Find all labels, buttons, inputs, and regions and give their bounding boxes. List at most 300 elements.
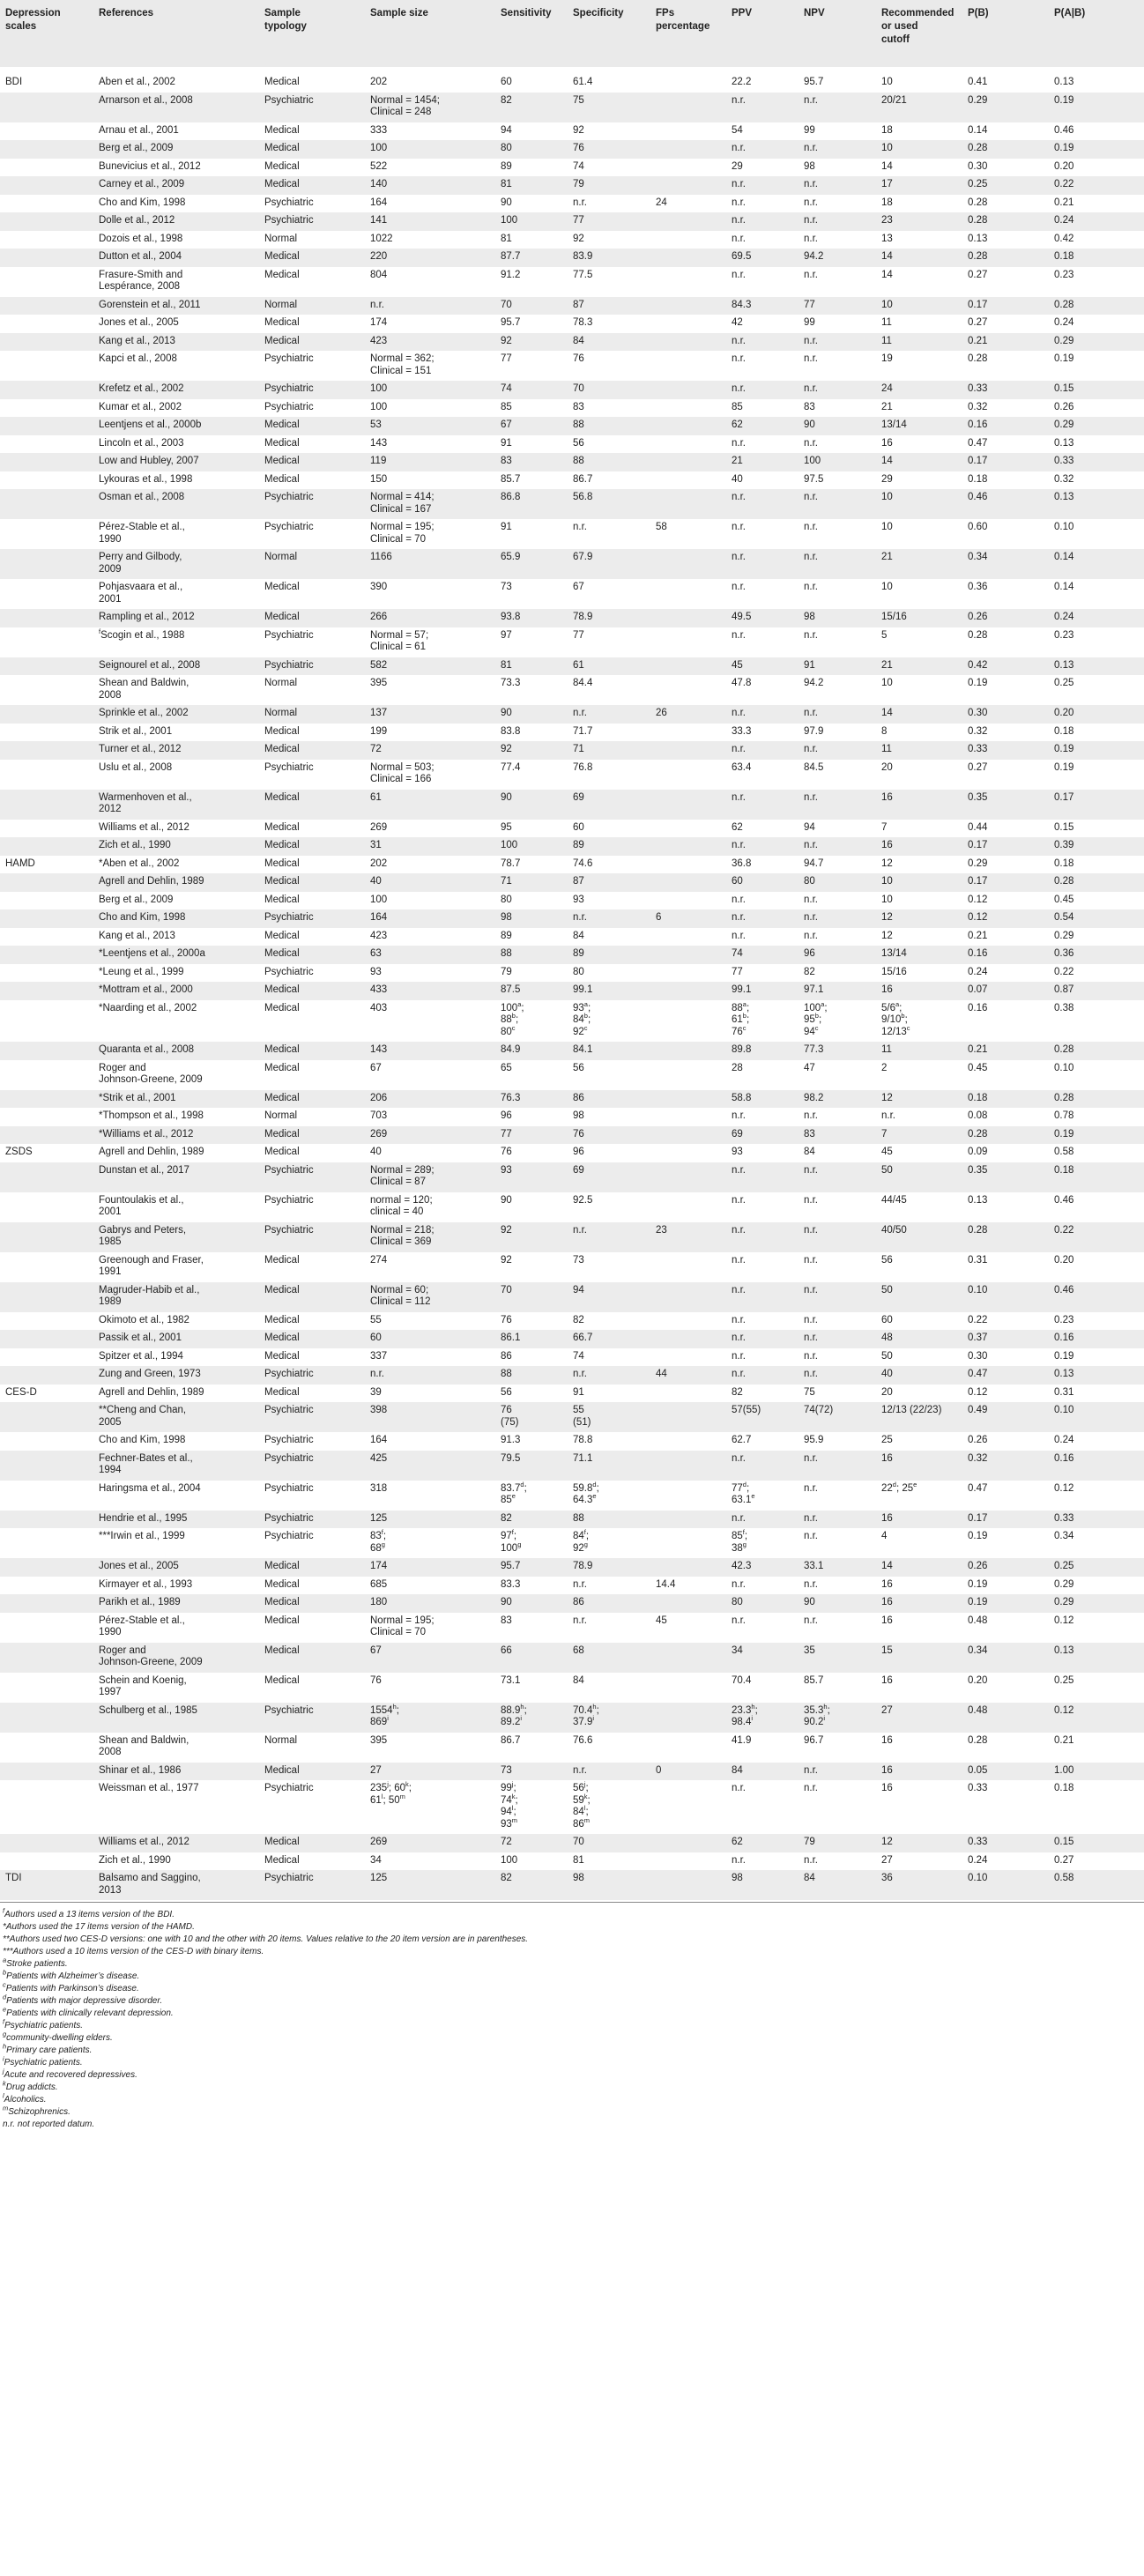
cell-reference: Pérez-Stable et al., 1990 bbox=[99, 1615, 185, 1637]
cell-specificity: 74 bbox=[573, 160, 584, 172]
cell-p-a-given-b: 0.39 bbox=[1054, 840, 1074, 850]
cell-p-a-given-b: 0.16 bbox=[1054, 1452, 1074, 1464]
cell-npv: 94.2 bbox=[804, 251, 824, 262]
cell-sample-typology: Psychiatric bbox=[264, 353, 314, 364]
cell-reference: Arnau et al., 2001 bbox=[99, 124, 179, 136]
cell-sensitivity: 89 bbox=[501, 160, 512, 172]
cell-specificity: 98 bbox=[573, 1110, 584, 1121]
cell-p-b: 0.17 bbox=[968, 840, 988, 850]
cell-p-b: 0.37 bbox=[968, 1333, 988, 1343]
cell-cutoff: 15/16 bbox=[881, 612, 907, 622]
cell-sample-size: 269 bbox=[370, 1837, 388, 1847]
cell-cutoff: 20/21 bbox=[881, 94, 907, 106]
cell-sensitivity: 77 bbox=[501, 1128, 512, 1140]
cell-specificity: 92 bbox=[573, 233, 584, 244]
cell-specificity: 75 bbox=[573, 94, 584, 106]
cell-specificity: 87 bbox=[573, 299, 584, 310]
cell-specificity: 78.9 bbox=[573, 1561, 593, 1571]
cell-p-a-given-b: 0.42 bbox=[1054, 233, 1074, 244]
cell-sample-typology: Medical bbox=[264, 1674, 300, 1686]
table-row bbox=[0, 1481, 1144, 1511]
cell-p-a-given-b: 0.46 bbox=[1054, 1194, 1074, 1206]
cell-cutoff: 27 bbox=[881, 1854, 893, 1866]
cell-cutoff: 12 bbox=[881, 857, 893, 869]
cell-sample-typology: Medical bbox=[264, 456, 300, 466]
cell-npv: 33.1 bbox=[804, 1561, 824, 1571]
cell-p-a-given-b: 0.29 bbox=[1054, 419, 1074, 430]
cell-cutoff: 36 bbox=[881, 1873, 893, 1883]
cell-ppv: 57(55) bbox=[732, 1405, 761, 1415]
cell-reference: Zung and Green, 1973 bbox=[99, 1369, 201, 1379]
cell-p-b: 0.17 bbox=[968, 456, 988, 466]
cell-sample-size: 202 bbox=[370, 857, 388, 869]
cell-sample-size: 34 bbox=[370, 1854, 382, 1866]
cell-ppv: n.r. bbox=[732, 629, 746, 641]
cell-npv: 83 bbox=[804, 401, 815, 412]
cell-sample-size: 119 bbox=[370, 456, 387, 466]
cell-ppv: 62 bbox=[732, 419, 743, 430]
cell-ppv: 28 bbox=[732, 1062, 743, 1073]
cell-sensitivity: 87.5 bbox=[501, 984, 521, 995]
cell-npv: 83 bbox=[804, 1128, 815, 1140]
cell-sample-typology: Psychiatric bbox=[264, 1482, 314, 1494]
table-row bbox=[0, 1000, 1144, 1043]
cell-sensitivity: 95 bbox=[501, 821, 512, 833]
cell-cutoff: 5/6$^a$; 9/10$^b$; 12/13$^c$ bbox=[881, 999, 910, 1037]
cell-p-b: 0.19 bbox=[968, 678, 988, 688]
cell-npv: 98 bbox=[804, 612, 815, 622]
cell-sensitivity: 70 bbox=[501, 299, 512, 310]
cell-npv: 99 bbox=[804, 124, 815, 136]
cell-reference: Leentjens et al., 2000b bbox=[99, 419, 202, 430]
cell-sample-typology: Normal bbox=[264, 1734, 298, 1746]
cell-sample-typology: Medical bbox=[264, 77, 300, 87]
cell-p-a-given-b: 0.10 bbox=[1054, 522, 1074, 532]
table-row bbox=[0, 837, 1144, 856]
cell-cutoff: 10 bbox=[881, 299, 893, 310]
cell-reference: Magruder-Habib et al., 1989 bbox=[99, 1284, 200, 1307]
cell-ppv: 60 bbox=[732, 876, 743, 887]
cell-specificity: n.r. bbox=[573, 1578, 587, 1590]
cell-ppv: 70.4 bbox=[732, 1674, 752, 1686]
cell-specificity: 93 bbox=[573, 894, 584, 905]
cell-sensitivity: 100 bbox=[501, 1854, 518, 1866]
cell-sensitivity: 100 bbox=[501, 215, 518, 226]
cell-sensitivity: 80 bbox=[501, 143, 512, 153]
cell-p-b: 0.32 bbox=[968, 401, 988, 412]
cell-reference: Fechner-Bates et al., 1994 bbox=[99, 1452, 193, 1475]
cell-npv: n.r. bbox=[804, 791, 818, 803]
header-sample-size: Sample size bbox=[370, 8, 428, 19]
cell-sample-size: 76 bbox=[370, 1674, 382, 1686]
cell-reference: Schulberg et al., 1985 bbox=[99, 1704, 197, 1716]
cell-npv: n.r. bbox=[804, 233, 818, 244]
cell-ppv: 29 bbox=[732, 160, 743, 172]
cell-specificity: 92 bbox=[573, 124, 584, 136]
cell-p-a-given-b: 0.28 bbox=[1054, 299, 1074, 310]
cell-reference: *Mottram et al., 2000 bbox=[99, 984, 193, 995]
cell-reference: Kumar et al., 2002 bbox=[99, 401, 182, 412]
table-row bbox=[0, 1192, 1144, 1222]
cell-specificity: 77 bbox=[573, 629, 584, 641]
cell-cutoff: 8 bbox=[881, 725, 888, 737]
cell-p-b: 0.35 bbox=[968, 1164, 988, 1176]
cell-cutoff: 16 bbox=[881, 1578, 893, 1590]
cell-cutoff: 44/45 bbox=[881, 1194, 907, 1206]
cell-p-b: 0.08 bbox=[968, 1110, 988, 1121]
cell-specificity: 71.1 bbox=[573, 1452, 593, 1464]
cell-cutoff: 16 bbox=[881, 1597, 893, 1607]
cell-reference: Perry and Gilbody, 2009 bbox=[99, 552, 182, 575]
cell-sample-size: 703 bbox=[370, 1110, 388, 1121]
cell-p-a-given-b: 0.29 bbox=[1054, 335, 1074, 346]
cell-p-a-given-b: 0.14 bbox=[1054, 582, 1074, 592]
cell-reference: Roger and Johnson-Greene, 2009 bbox=[99, 1644, 203, 1667]
cell-npv: 85.7 bbox=[804, 1674, 824, 1686]
cell-cutoff: 23 bbox=[881, 215, 893, 226]
cell-reference: Pérez-Stable et al., 1990 bbox=[99, 522, 185, 545]
cell-npv: 84 bbox=[804, 1873, 815, 1883]
cell-depression-scale: ZSDS bbox=[5, 1147, 33, 1157]
table-row bbox=[0, 820, 1144, 838]
table-row bbox=[0, 1042, 1144, 1060]
cell-sensitivity: 83 bbox=[501, 1615, 512, 1626]
cell-p-b: 0.33 bbox=[968, 1783, 988, 1793]
cell-specificity: 89 bbox=[573, 948, 584, 959]
table-row bbox=[0, 873, 1144, 892]
cell-cutoff: 50 bbox=[881, 1284, 893, 1295]
cell-p-b: 0.12 bbox=[968, 894, 988, 905]
cell-p-b: 0.30 bbox=[968, 160, 988, 172]
cell-npv: 97.1 bbox=[804, 984, 824, 995]
cell-sample-size: 1166 bbox=[370, 552, 392, 562]
cell-sample-size: 93 bbox=[370, 966, 382, 977]
cell-reference: Osman et al., 2008 bbox=[99, 492, 185, 502]
cell-sensitivity: 87.7 bbox=[501, 251, 521, 262]
table-row bbox=[0, 195, 1144, 213]
cell-p-a-given-b: 0.20 bbox=[1054, 1254, 1074, 1266]
cell-sample-typology: Medical bbox=[264, 143, 300, 153]
cell-p-b: 0.28 bbox=[968, 1128, 988, 1140]
cell-sample-size: 40 bbox=[370, 1147, 382, 1157]
cell-reference: Schein and Koenig, 1997 bbox=[99, 1674, 187, 1697]
cell-sample-typology: Medical bbox=[264, 335, 300, 346]
cell-specificity: 78.8 bbox=[573, 1435, 593, 1445]
cell-npv: n.r. bbox=[804, 930, 818, 941]
cell-sample-typology: Medical bbox=[264, 1333, 300, 1343]
cell-sample-size: 199 bbox=[370, 725, 388, 737]
cell-p-b: 0.60 bbox=[968, 522, 988, 532]
cell-sensitivity: 81 bbox=[501, 233, 512, 244]
cell-npv: n.r. bbox=[804, 1164, 818, 1176]
cell-p-a-given-b: 0.18 bbox=[1054, 857, 1074, 869]
cell-p-a-given-b: 0.13 bbox=[1054, 437, 1074, 449]
cell-sample-size: 63 bbox=[370, 948, 382, 959]
cell-specificity: 86 bbox=[573, 1597, 584, 1607]
cell-specificity: 76 bbox=[573, 1128, 584, 1140]
cell-sample-size: 53 bbox=[370, 419, 382, 430]
cell-ppv: n.r. bbox=[732, 1333, 746, 1343]
header-sample-typology: Sample typology bbox=[264, 8, 307, 32]
cell-specificity: 84.1 bbox=[573, 1044, 593, 1055]
cell-fps-percentage: 58 bbox=[656, 522, 667, 532]
table-row bbox=[0, 675, 1144, 705]
cell-fps-percentage: 23 bbox=[656, 1224, 667, 1236]
cell-npv: 47 bbox=[804, 1062, 815, 1073]
cell-sample-size: 269 bbox=[370, 821, 388, 833]
cell-p-b: 0.22 bbox=[968, 1314, 988, 1325]
cell-sample-typology: Normal bbox=[264, 233, 298, 244]
cell-p-b: 0.29 bbox=[968, 857, 988, 869]
cell-p-a-given-b: 0.19 bbox=[1054, 143, 1074, 153]
cell-sample-typology: Psychiatric bbox=[264, 1452, 314, 1464]
cell-sample-typology: Medical bbox=[264, 876, 300, 887]
cell-ppv: 62 bbox=[732, 821, 743, 833]
cell-ppv: 63.4 bbox=[732, 761, 752, 773]
footnote: $^j$Acute and recovered depressives. bbox=[3, 2067, 137, 2080]
table-row bbox=[0, 579, 1144, 609]
cell-reference: Turner et al., 2012 bbox=[99, 744, 182, 754]
cell-sample-typology: Normal bbox=[264, 552, 298, 562]
table-row bbox=[0, 1528, 1144, 1558]
cell-reference: Shean and Baldwin, 2008 bbox=[99, 1734, 189, 1757]
cell-reference: Okimoto et al., 1982 bbox=[99, 1314, 189, 1325]
cell-cutoff: 16 bbox=[881, 1452, 893, 1464]
table-row bbox=[0, 1402, 1144, 1432]
cell-sample-size: 1554$^h$; 869$^i$ bbox=[370, 1702, 399, 1727]
cell-sample-size: Normal = 362; Clinical = 151 bbox=[370, 353, 435, 376]
cell-sensitivity: 92 bbox=[501, 1224, 512, 1236]
cell-specificity: 92.5 bbox=[573, 1194, 593, 1206]
cell-specificity: 59.8$^d$; 64.3e bbox=[573, 1480, 599, 1505]
cell-cutoff: 16 bbox=[881, 437, 893, 449]
cell-sensitivity: 80 bbox=[501, 894, 512, 905]
cell-sensitivity: 71 bbox=[501, 876, 512, 887]
cell-sample-typology: Psychiatric bbox=[264, 522, 314, 532]
cell-sample-size: 266 bbox=[370, 612, 388, 622]
cell-specificity: 61.4 bbox=[573, 77, 593, 87]
cell-ppv: n.r. bbox=[732, 1615, 746, 1626]
cell-sensitivity: 86.8 bbox=[501, 492, 521, 502]
cell-p-a-given-b: 0.58 bbox=[1054, 1873, 1074, 1883]
cell-p-b: 0.29 bbox=[968, 94, 988, 106]
table-row bbox=[0, 1763, 1144, 1781]
cell-sensitivity: 60 bbox=[501, 77, 512, 87]
cell-sample-typology: Medical bbox=[264, 857, 300, 869]
cell-p-a-given-b: 0.29 bbox=[1054, 930, 1074, 941]
cell-sample-typology: Medical bbox=[264, 1386, 300, 1398]
cell-ppv: n.r. bbox=[732, 94, 746, 106]
cell-specificity: 83 bbox=[573, 401, 584, 412]
cell-sample-size: 60 bbox=[370, 1333, 382, 1343]
cell-p-b: 0.26 bbox=[968, 1435, 988, 1445]
cell-reference: Williams et al., 2012 bbox=[99, 821, 189, 833]
cell-reference: Kapci et al., 2008 bbox=[99, 353, 177, 364]
cell-sensitivity: 90 bbox=[501, 791, 512, 803]
cell-cutoff: 22$^d$; 25e bbox=[881, 1480, 917, 1494]
cell-p-b: 0.12 bbox=[968, 1386, 988, 1398]
cell-sample-typology: Psychiatric bbox=[264, 492, 314, 502]
cell-sample-size: 333 bbox=[370, 124, 388, 136]
cell-sample-size: 423 bbox=[370, 335, 388, 346]
table-row bbox=[0, 1733, 1144, 1763]
cell-specificity: 74.6 bbox=[573, 857, 593, 869]
cell-cutoff: 14 bbox=[881, 456, 893, 466]
cell-sensitivity: 66 bbox=[501, 1644, 512, 1656]
cell-npv: 96.7 bbox=[804, 1734, 824, 1746]
cell-npv: n.r. bbox=[804, 1369, 818, 1379]
cell-reference: Aben et al., 2002 bbox=[99, 77, 175, 87]
cell-sample-typology: Psychiatric bbox=[264, 629, 314, 641]
cell-ppv: n.r. bbox=[732, 840, 746, 850]
table-row bbox=[0, 609, 1144, 627]
cell-ppv: 23.3$^h$; 98.4$^i$ bbox=[732, 1702, 758, 1727]
cell-npv: 84 bbox=[804, 1147, 815, 1157]
cell-reference: Shinar et al., 1986 bbox=[99, 1764, 182, 1776]
cell-sensitivity: 88 bbox=[501, 948, 512, 959]
cell-reference: Arnarson et al., 2008 bbox=[99, 94, 193, 106]
cell-sample-typology: Psychiatric bbox=[264, 1873, 314, 1883]
cell-p-b: 0.48 bbox=[968, 1704, 988, 1716]
table-row bbox=[0, 1613, 1144, 1643]
cell-sensitivity: 90 bbox=[501, 197, 512, 208]
table-row bbox=[0, 1511, 1144, 1529]
cell-cutoff: 12 bbox=[881, 930, 893, 941]
cell-cutoff: 15 bbox=[881, 1644, 893, 1656]
cell-reference: Strik et al., 2001 bbox=[99, 725, 173, 737]
cell-p-b: 0.26 bbox=[968, 612, 988, 622]
cell-ppv: 85$^f$; 38$^g$ bbox=[732, 1528, 748, 1554]
cell-sensitivity: 77 bbox=[501, 353, 512, 364]
footnote: **Authors used two CES-D versions: one with 10 and the other with 20 items. Values relative to the 20 item version are in parentheses. bbox=[3, 1934, 529, 1944]
cell-ppv: n.r. bbox=[732, 894, 746, 905]
cell-sample-typology: Medical bbox=[264, 1764, 300, 1776]
table-row bbox=[0, 74, 1144, 93]
cell-sample-typology: Medical bbox=[264, 582, 300, 592]
cell-sensitivity: 82 bbox=[501, 1873, 512, 1883]
table-row bbox=[0, 1282, 1144, 1312]
cell-p-b: 0.31 bbox=[968, 1254, 988, 1266]
cell-sample-typology: Medical bbox=[264, 1147, 300, 1157]
cell-ppv: n.r. bbox=[732, 1254, 746, 1266]
cell-sample-typology: Medical bbox=[264, 744, 300, 754]
table-row bbox=[0, 122, 1144, 141]
cell-ppv: 98 bbox=[732, 1873, 743, 1883]
cell-npv: n.r. bbox=[804, 840, 818, 850]
cell-sample-typology: Psychiatric bbox=[264, 1704, 314, 1716]
cell-sensitivity: 91 bbox=[501, 437, 512, 449]
cell-sensitivity: 90 bbox=[501, 1597, 512, 1607]
cell-specificity: 96 bbox=[573, 1147, 584, 1157]
cell-sample-size: 423 bbox=[370, 930, 388, 941]
cell-p-a-given-b: 0.38 bbox=[1054, 1002, 1074, 1013]
cell-sample-size: 100 bbox=[370, 383, 388, 394]
cell-p-a-given-b: 0.20 bbox=[1054, 708, 1074, 718]
cell-sensitivity: 97 bbox=[501, 629, 512, 641]
cell-sample-size: 125 bbox=[370, 1873, 388, 1883]
cell-sensitivity: 78.7 bbox=[501, 857, 521, 869]
cell-ppv: n.r. bbox=[732, 1314, 746, 1325]
cell-ppv: n.r. bbox=[732, 708, 746, 718]
cell-sample-typology: Medical bbox=[264, 1128, 300, 1140]
table-row bbox=[0, 212, 1144, 231]
cell-ppv: n.r. bbox=[732, 143, 746, 153]
table-row bbox=[0, 351, 1144, 381]
cell-ppv: 69 bbox=[732, 1128, 743, 1140]
cell-sensitivity: 83.8 bbox=[501, 725, 521, 737]
cell-sensitivity: 92 bbox=[501, 744, 512, 754]
cell-reference: Dozois et al., 1998 bbox=[99, 233, 183, 244]
cell-sample-size: n.r. bbox=[370, 299, 384, 310]
cell-p-b: 0.44 bbox=[968, 821, 988, 833]
cell-npv: 100 bbox=[804, 456, 821, 466]
cell-p-b: 0.28 bbox=[968, 1734, 988, 1746]
cell-reference: Spitzer et al., 1994 bbox=[99, 1350, 183, 1362]
table-body bbox=[0, 74, 1144, 1900]
cell-specificity: 84 bbox=[573, 1674, 584, 1686]
header-npv: NPV bbox=[804, 8, 825, 19]
cell-sample-typology: Psychiatric bbox=[264, 215, 314, 226]
cell-cutoff: 12 bbox=[881, 1092, 893, 1103]
cell-sample-typology: Medical bbox=[264, 821, 300, 833]
table-row bbox=[0, 1108, 1144, 1126]
table-row bbox=[0, 1348, 1144, 1367]
table-row bbox=[0, 1870, 1144, 1900]
cell-specificity: 56 bbox=[573, 1062, 584, 1073]
cell-npv: 35.3$^h$; 90.2$^i$ bbox=[804, 1702, 830, 1727]
cell-sensitivity: 77.4 bbox=[501, 761, 521, 773]
cell-npv: n.r. bbox=[804, 383, 818, 394]
cell-specificity: 56 bbox=[573, 437, 584, 449]
cell-p-b: 0.16 bbox=[968, 419, 988, 430]
cell-p-a-given-b: 0.26 bbox=[1054, 401, 1074, 412]
cell-sensitivity: 100$^a$; 88$^b$; 80$^c$ bbox=[501, 999, 524, 1037]
cell-p-a-given-b: 0.31 bbox=[1054, 1386, 1074, 1398]
cell-npv: 77.3 bbox=[804, 1044, 824, 1055]
cell-sample-typology: Medical bbox=[264, 840, 300, 850]
cell-sample-typology: Medical bbox=[264, 124, 300, 136]
cell-sample-typology: Medical bbox=[264, 1644, 300, 1656]
cell-p-b: 0.30 bbox=[968, 1350, 988, 1362]
cell-reference: *Leung et al., 1999 bbox=[99, 966, 184, 977]
cell-sensitivity: 97$^f$; 100$^g$ bbox=[501, 1528, 522, 1554]
cell-p-a-given-b: 0.34 bbox=[1054, 1531, 1074, 1541]
cell-p-b: 0.35 bbox=[968, 791, 988, 803]
cell-ppv: 58.8 bbox=[732, 1092, 752, 1103]
cell-sensitivity: 95.7 bbox=[501, 317, 521, 328]
cell-reference: *Naarding et al., 2002 bbox=[99, 1002, 197, 1013]
cell-sample-size: 804 bbox=[370, 269, 388, 280]
cell-npv: 79 bbox=[804, 1837, 815, 1847]
cell-specificity: n.r. bbox=[573, 1224, 587, 1236]
cell-reference: Passik et al., 2001 bbox=[99, 1333, 182, 1343]
cell-cutoff: 14 bbox=[881, 160, 893, 172]
cell-npv: n.r. bbox=[804, 179, 818, 189]
cell-cutoff: 40/50 bbox=[881, 1224, 907, 1236]
cell-p-a-given-b: 0.15 bbox=[1054, 383, 1074, 394]
footnote: $^l$Alcoholics. bbox=[3, 2091, 47, 2105]
cell-depression-scale: CES-D bbox=[5, 1386, 37, 1398]
cell-sensitivity: 91.3 bbox=[501, 1435, 521, 1445]
cell-fps-percentage: 24 bbox=[656, 197, 667, 208]
cell-sample-typology: Medical bbox=[264, 473, 300, 485]
header-fps-percentage: FPs percentage bbox=[656, 8, 710, 32]
table-row bbox=[0, 315, 1144, 333]
cell-sample-typology: Medical bbox=[264, 269, 300, 280]
cell-cutoff: 14 bbox=[881, 269, 893, 280]
cell-cutoff: 60 bbox=[881, 1314, 893, 1325]
cell-npv: n.r. bbox=[804, 1854, 818, 1866]
